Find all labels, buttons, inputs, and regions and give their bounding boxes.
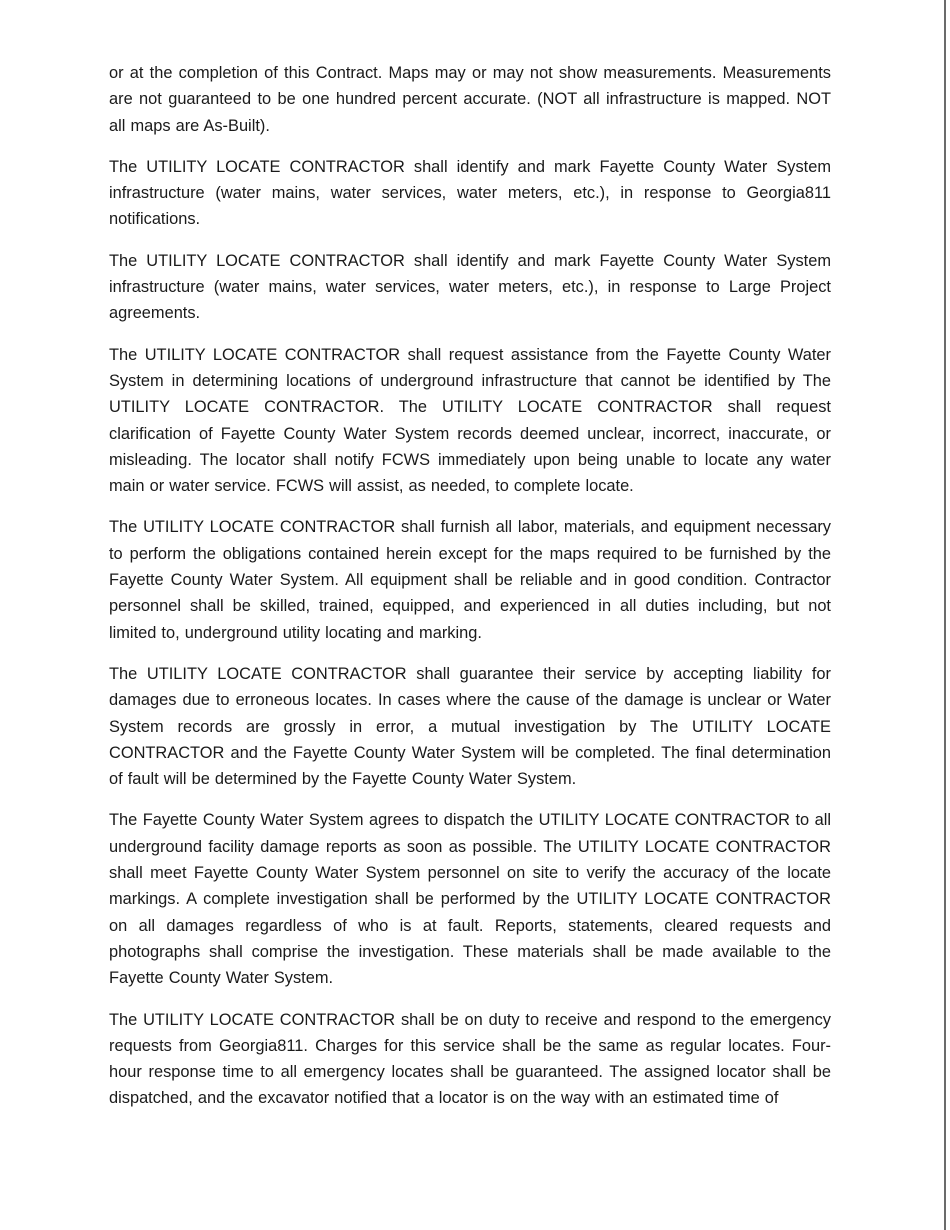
paragraph-labor-materials-equipment: The UTILITY LOCATE CONTRACTOR shall furnish all labor, materials, and equipment necessary to perform the obligations contained herein except for the maps required to be furnished by the Fayette County Water System. All equipment shall be reliable and in good condition. Contractor personnel shall be skilled, trained, equipped, and experienced in all duties including, but not limited to, underground utility locating and marking.: [109, 518, 831, 642]
paragraph-georgia811-notifications: The UTILITY LOCATE CONTRACTOR shall identify and mark Fayette County Water System infrastructure (water mains, water services, water meters, etc.), in response to Georgia811 notifications.: [109, 157, 831, 229]
paragraph-emergency-requests: The UTILITY LOCATE CONTRACTOR shall be on duty to receive and respond to the emergency requests from Georgia811. Charges for this service shall be the same as regular locates. Four-hour response time to all emergency locates shall be guaranteed. The assigned locator shall be dispatched, and the excavator notified that a locator is on the way with an estimated time of: [109, 1010, 831, 1108]
document-body: [109, 60, 831, 1127]
paragraph-liability-guarantee: The UTILITY LOCATE CONTRACTOR shall guarantee their service by accepting liability for damages due to erroneous locates. In cases where the cause of the damage is unclear or Water System records are grossly in error, a mutual investigation by The UTILITY LOCATE CONTRACTOR and the Fayette County Water System will be completed. The final determination of fault will be determined by the Fayette County Water System.: [109, 664, 831, 789]
paragraph-large-project-agreements: The UTILITY LOCATE CONTRACTOR shall identify and mark Fayette County Water System infrastructure (water mains, water services, water meters, etc.), in response to Large Project agreements.: [109, 251, 831, 323]
paragraph-request-assistance: The UTILITY LOCATE CONTRACTOR shall request assistance from the Fayette County Water System in determining locations of underground infrastructure that cannot be identified by The UTILITY LOCATE CONTRACTOR. The UTILITY LOCATE CONTRACTOR shall request clarification of Fayette County Water System records deemed unclear, incorrect, inaccurate, or misleading. The locator shall notify FCWS immediately upon being unable to locate any water main or water service. FCWS will assist, as needed, to complete locate.: [109, 345, 831, 496]
paragraph-maps-accuracy: or at the completion of this Contract. Maps may or may not show measurements. Measurements are not guaranteed to be one hundred percent accurate. (NOT all infrastructure is mapped. NOT all maps are As-Built).: [109, 64, 831, 135]
paragraph-damage-investigation: The Fayette County Water System agrees to dispatch the UTILITY LOCATE CONTRACTOR to all underground facility damage reports as soon as possible. The UTILITY LOCATE CONTRACTOR shall meet Fayette County Water System personnel on site to verify the accuracy of the locate markings. A complete investigation shall be performed by the UTILITY LOCATE CONTRACTOR on all damages regardless of who is at fault. Reports, statements, cleared requests and photographs shall comprise the investigation. These materials shall be made available to the Fayette County Water System.: [109, 811, 831, 988]
page-edge-line: [944, 0, 946, 1230]
